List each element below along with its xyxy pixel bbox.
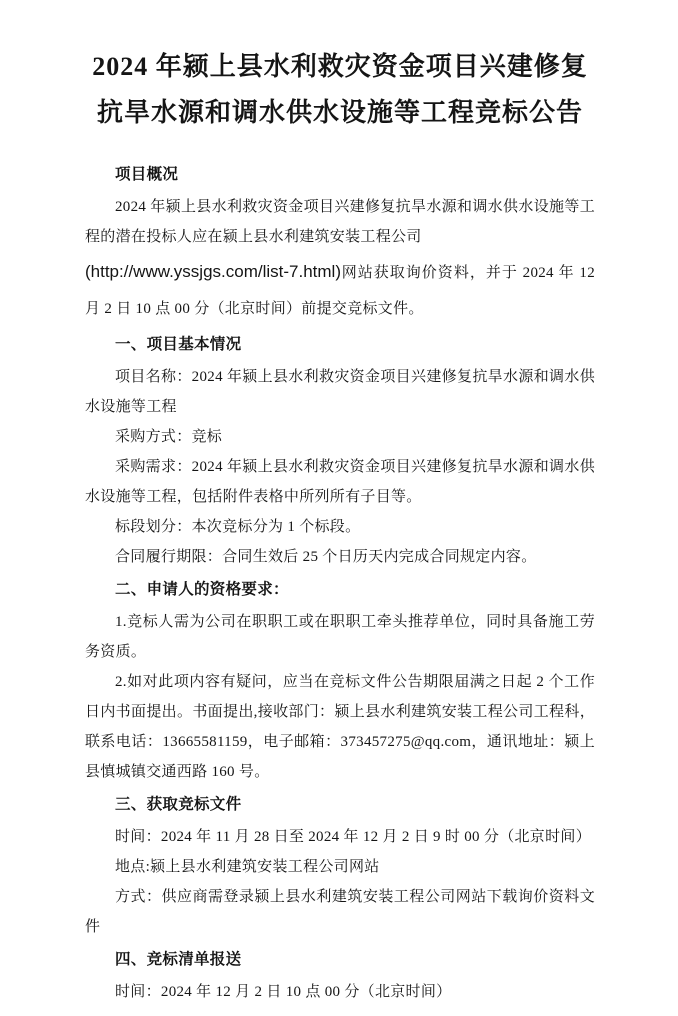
project-name-line: 项目名称：2024 年颍上县水利救灾资金项目兴建修复抗旱水源和调水供水设施等工程 — [85, 369, 595, 415]
contract-period-line: 合同履行期限：合同生效后 25 个日历天内完成合同规定内容。 — [115, 549, 537, 565]
document-title — [85, 44, 595, 136]
procurement-demand-line: 采购需求：2024 年颍上县水利救灾资金项目兴建修复抗旱水源和调水供水设施等工程，包括附件表格中所列所有子目等。 — [85, 459, 595, 505]
procurement-method-line: 采购方式：竞标 — [115, 429, 223, 445]
document-title-line-2: 抗旱水源和调水供水设施等工程竞标公告 — [96, 98, 583, 127]
overview-url-paragraph — [85, 254, 595, 327]
obtain-method-line: 方式：供应商需登录颍上县水利建筑安装工程公司网站下载询价资料文件 — [85, 889, 595, 935]
obtain-place-line: 地点:颍上县水利建筑安装工程公司网站 — [115, 859, 380, 875]
overview-heading: 项目概况 — [115, 166, 179, 183]
project-url: (http://www.yssjgs.com/list-7.html) — [85, 262, 341, 281]
section1-heading: 一、项目基本情况 — [115, 336, 242, 353]
lot-division-line: 标段划分：本次竞标分为 1 个标段。 — [115, 519, 361, 535]
qualification-item-1: 1.竞标人需为公司在职职工或在职职工牵头推荐单位，同时具备施工劳务资质。 — [85, 614, 595, 660]
obtain-time-line: 时间：2024 年 11 月 28 日至 2024 年 12 月 2 日 9 时 00 分（北京时间） — [115, 829, 591, 845]
section2-heading: 二、申请人的资格要求： — [115, 581, 289, 598]
qualification-item-2: 2.如对此项内容有疑问，应当在竞标文件公告期限届满之日起 2 个工作日内书面提出。书面提出,接收部门：颍上县水利建筑安装工程公司工程科，联系电话：13665581159，电子邮箱：373457275@qq.com，通讯地址：颍上县慎城镇交通西路 160 号。 — [85, 674, 595, 780]
section3-heading: 三、获取竞标文件 — [115, 796, 242, 813]
overview-url-paragraph-rest: 网站获取询价资料，并于 2024 年 12 月 2 日 10 点 00 分（北京时间）前提交竞标文件。 — [85, 265, 595, 317]
submission-time-line: 时间：2024 年 12 月 2 日 10 点 00 分（北京时间） — [115, 984, 452, 1000]
section4-heading: 四、竞标清单报送 — [115, 951, 242, 968]
overview-paragraph: 2024 年颍上县水利救灾资金项目兴建修复抗旱水源和调水供水设施等工程的潜在投标人应在颍上县水利建筑安装工程公司 — [85, 199, 595, 245]
document-title-line-1: 2024 年颍上县水利救灾资金项目兴建修复 — [92, 52, 588, 81]
